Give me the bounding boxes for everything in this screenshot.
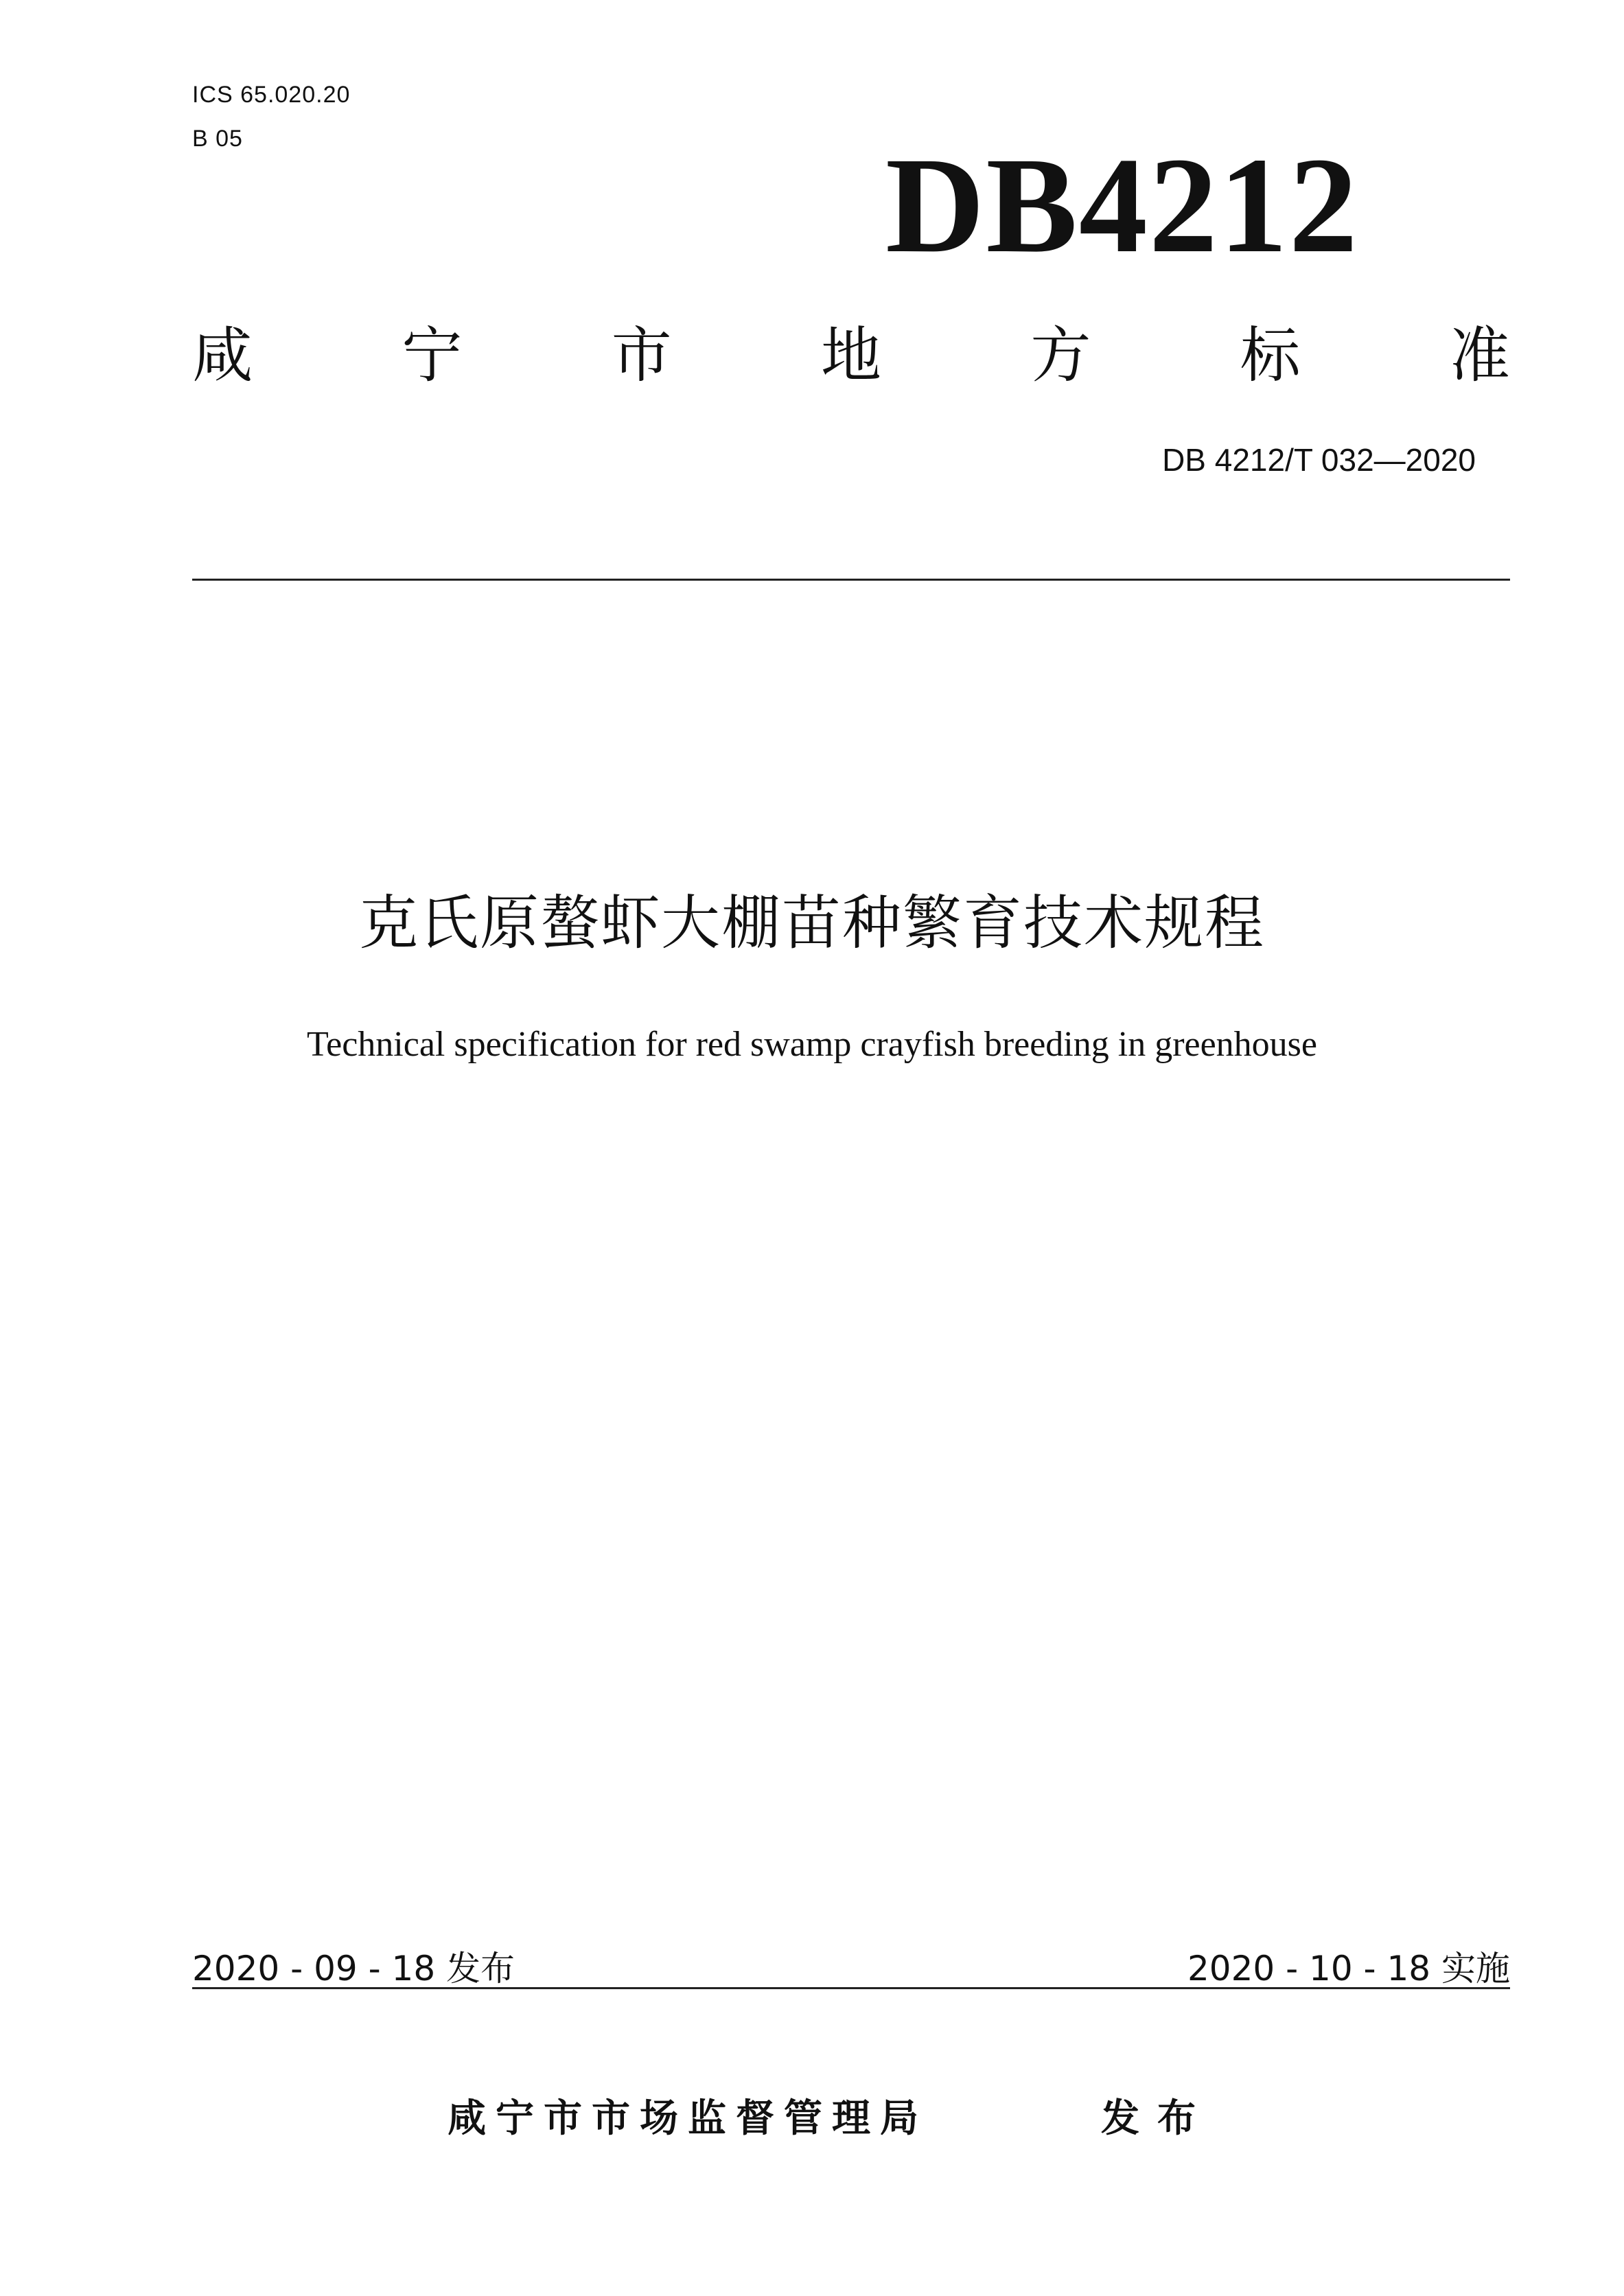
standard-type-char: 准 [1449,320,1510,391]
issue-date: 2020 - 09 - 18 发布 [192,1949,515,1988]
ics-code: ICS 65.020.20 [192,82,351,108]
standard-number: DB 4212/T 032—2020 [1162,442,1476,478]
ccs-code: B 05 [192,126,243,152]
standard-type-heading [192,321,1510,390]
implementation-date: 2020 - 10 - 18 实施 [1187,1949,1510,1988]
standard-type-char: 咸 [192,320,253,391]
standard-type-char: 市 [611,320,672,391]
db-code-heading: DB4212 [885,130,1359,281]
publisher-name: 咸宁市市场监督管理局 [448,2096,928,2141]
document-title-english: Technical specification for red swamp crayfish breeding in greenhouse [307,1025,1317,1064]
standard-type-char: 方 [1030,320,1091,391]
standard-type-char: 地 [820,320,881,391]
footer-divider [192,1987,1510,1989]
publish-label: 发布 [1101,2096,1214,2141]
standard-type-char: 宁 [402,320,463,391]
standard-type-char: 标 [1240,320,1301,391]
document-title-chinese: 克氏原螯虾大棚苗种繁育技术规程 [359,889,1265,958]
header-divider [192,579,1510,581]
